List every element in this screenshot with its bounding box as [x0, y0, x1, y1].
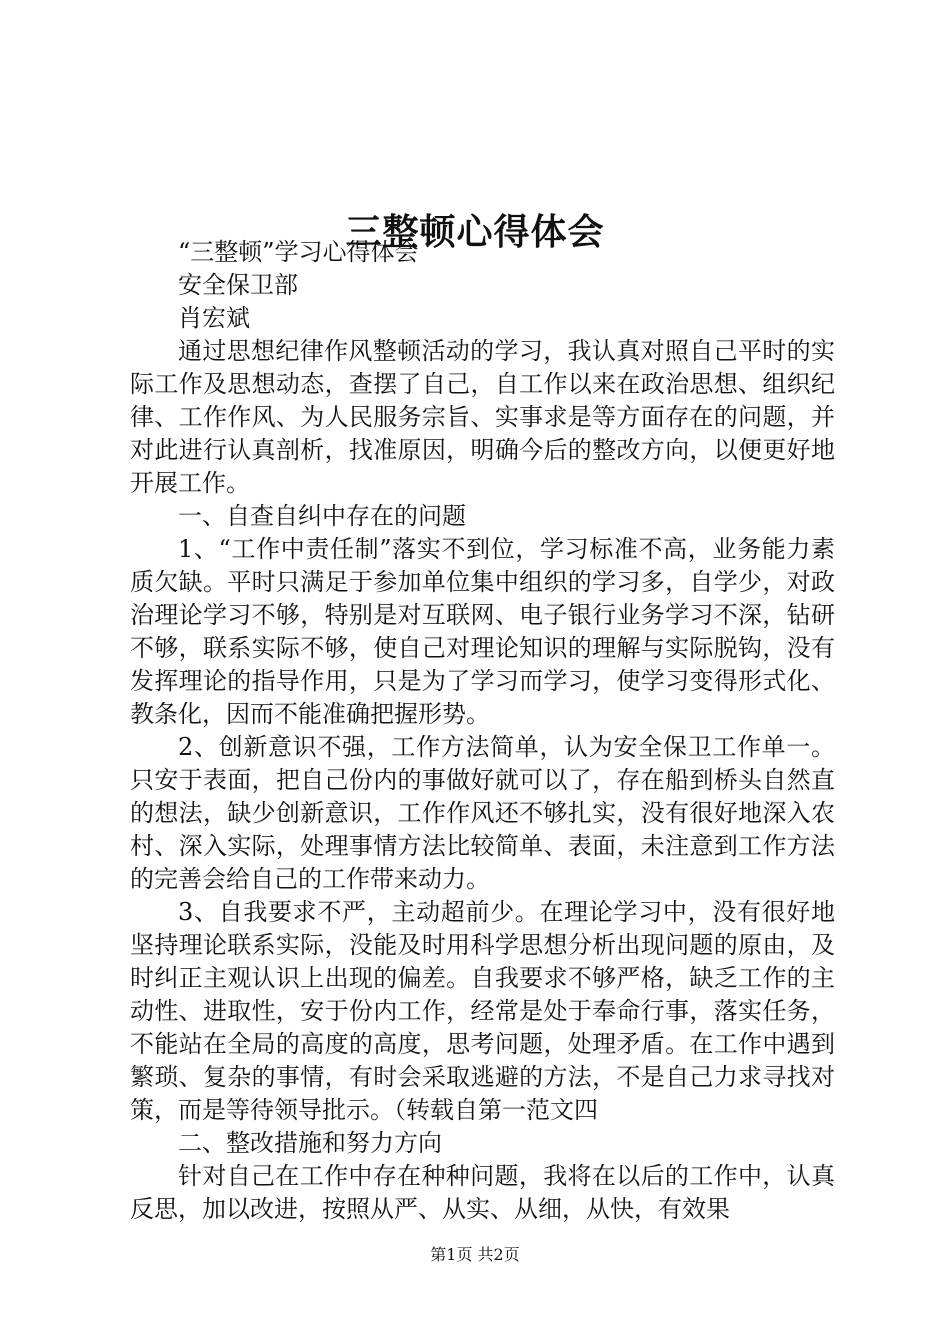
document-title: 三整顿心得体会	[345, 211, 605, 254]
issue-paragraph-1: 1、“工作中责任制”落实不到位，学习标准不高，业务能力素质欠缺。平时只满足于参加单位集中组织的学习多，自学少，对政治理论学习不够，特别是对互联网、电子银行业务学习不深，钻研不够，联系实际不够，使自己对理论知识的理解与实际脱钩，没有发挥理论的指导作用，只是为了学习而学习，使学习变得形式化、教条化，因而不能准确把握形势。	[130, 535, 835, 728]
subtitle-line: “三整顿”学习心得体会	[178, 238, 419, 266]
section-heading-2: 二、整改措施和努力方向	[178, 1129, 442, 1157]
page-number-footer: 第1页 共2页	[430, 1245, 520, 1264]
measures-paragraph: 针对自己在工作中存在种种问题，我将在以后的工作中，认真反思，加以改进，按照从严、从实、从细，从快，有效果	[130, 1162, 835, 1223]
issue-paragraph-2: 2、创新意识不强，工作方法简单，认为安全保卫工作单一。只安于表面，把自己份内的事做好就可以了，存在船到桥头自然直的想法，缺少创新意识，工作作风还不够扎实，没有很好地深入农村、深入实际，处理事情方法比较简单、表面，未注意到工作方法的完善会给自己的工作带来动力。	[130, 733, 835, 893]
author-line: 肖宏斌	[178, 304, 250, 332]
department-line: 安全保卫部	[178, 271, 298, 299]
section-heading-1: 一、自查自纠中存在的问题	[178, 502, 466, 530]
issue-paragraph-3: 3、自我要求不严，主动超前少。在理论学习中，没有很好地坚持理论联系实际，没能及时用科学思想分析出现问题的原由，及时纠正主观认识上出现的偏差。自我要求不够严格，缺乏工作的主动性、进取性，安于份内工作，经常是处于奉命行事，落实任务，不能站在全局的高度的高度，思考问题，处理矛盾。在工作中遇到繁琐、复杂的事情，有时会采取逃避的方法，不是自己力求寻找对策，而是等待领导批示。（转载自第一范文四	[130, 898, 835, 1124]
intro-paragraph: 通过思想纪律作风整顿活动的学习，我认真对照自己平时的实际工作及思想动态，查摆了自己，自工作以来在政治思想、组织纪律、工作作风、为人民服务宗旨、实事求是等方面存在的问题，并对此进行认真剖析，找准原因，明确今后的整改方向，以便更好地开展工作。	[130, 337, 835, 497]
document-body	[130, 236, 835, 1226]
